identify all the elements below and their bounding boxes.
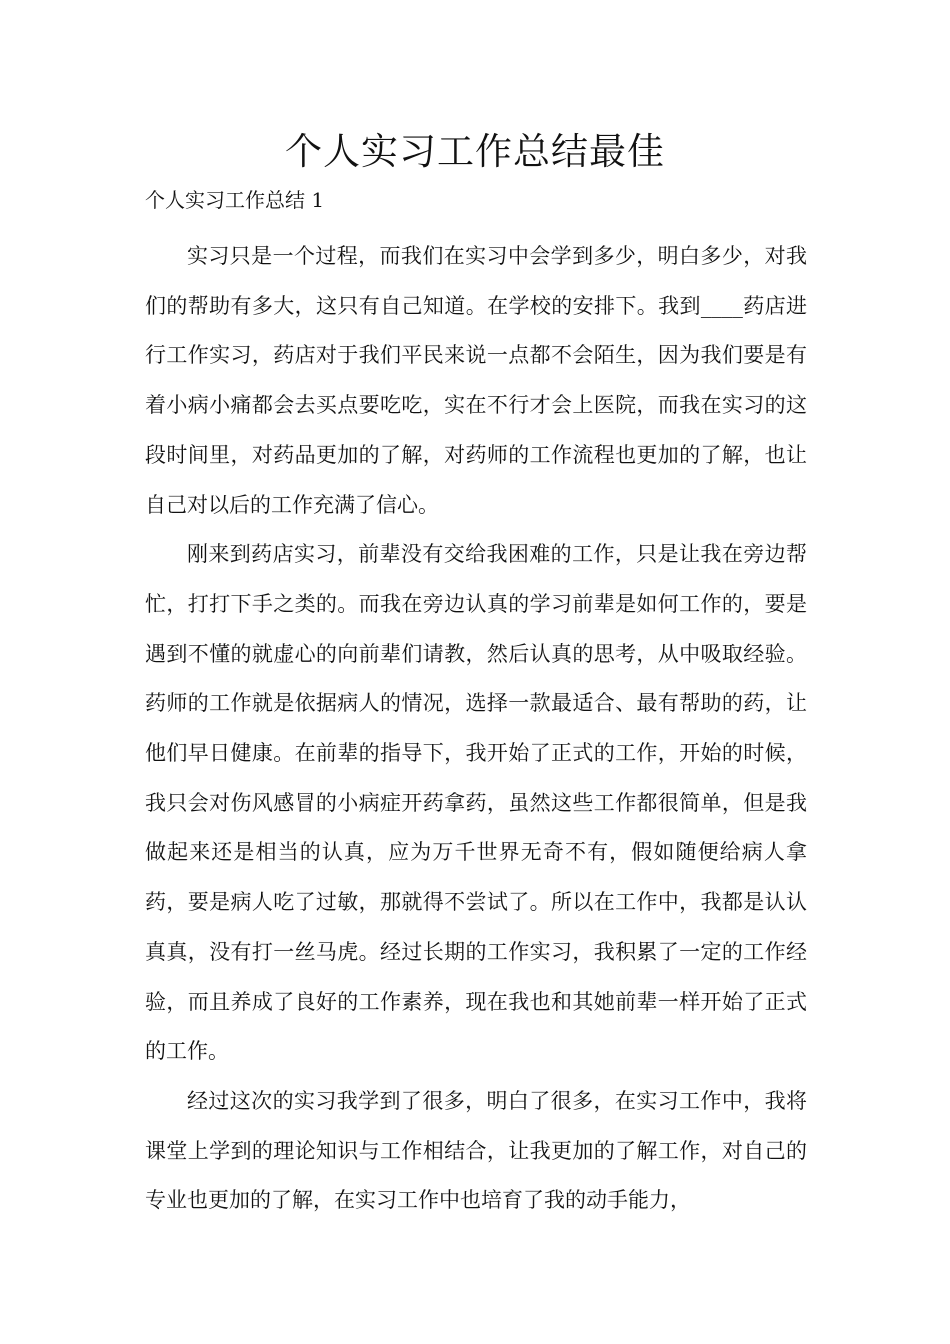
paragraph-2: 刚来到药店实习，前辈没有交给我困难的工作，只是让我在旁边帮忙，打打下手之类的。而我在旁边认真的学习前辈是如何工作的，要是遇到不懂的就虚心的向前辈们请教，然后认真的思考，从中吸取经验。药师的工作就是依据病人的情况，选择一款最适合、最有帮助的药，让他们早日健康。在前辈的指导下，我开始了正式的工作，开始的时候，我只会对伤风感冒的小病症开药拿药，虽然这些工作都很简单，但是我做起来还是相当的认真，应为万千世界无奇不有，假如随便给病人拿药，要是病人吃了过敏，那就得不尝试了。所以在工作中，我都是认认真真，没有打一丝马虎。经过长期的工作实习，我积累了一定的工作经验，而且养成了良好的工作素养，现在我也和其她前辈一样开始了正式的工作。 bbox=[145, 542, 807, 1064]
section-heading: 个人实习工作总结 1 bbox=[145, 188, 325, 212]
document-body bbox=[145, 232, 807, 1226]
document-title: 个人实习工作总结最佳 bbox=[285, 130, 665, 173]
paragraph-3: 经过这次的实习我学到了很多，明白了很多，在实习工作中，我将课堂上学到的理论知识与工作相结合，让我更加的了解工作，对自己的专业也更加的了解，在实习工作中也培育了我的动手能力， bbox=[145, 1088, 807, 1213]
paragraph-1: 实习只是一个过程，而我们在实习中会学到多少，明白多少，对我们的帮助有多大，这只有自己知道。在学校的安排下。我到____药店进行工作实习，药店对于我们平民来说一点都不会陌生，因为我们要是有着小病小痛都会去买点要吃吃，实在不行才会上医院，而我在实习的这段时间里，对药品更加的了解，对药师的工作流程也更加的了解，也让自己对以后的工作充满了信心。 bbox=[145, 244, 807, 517]
